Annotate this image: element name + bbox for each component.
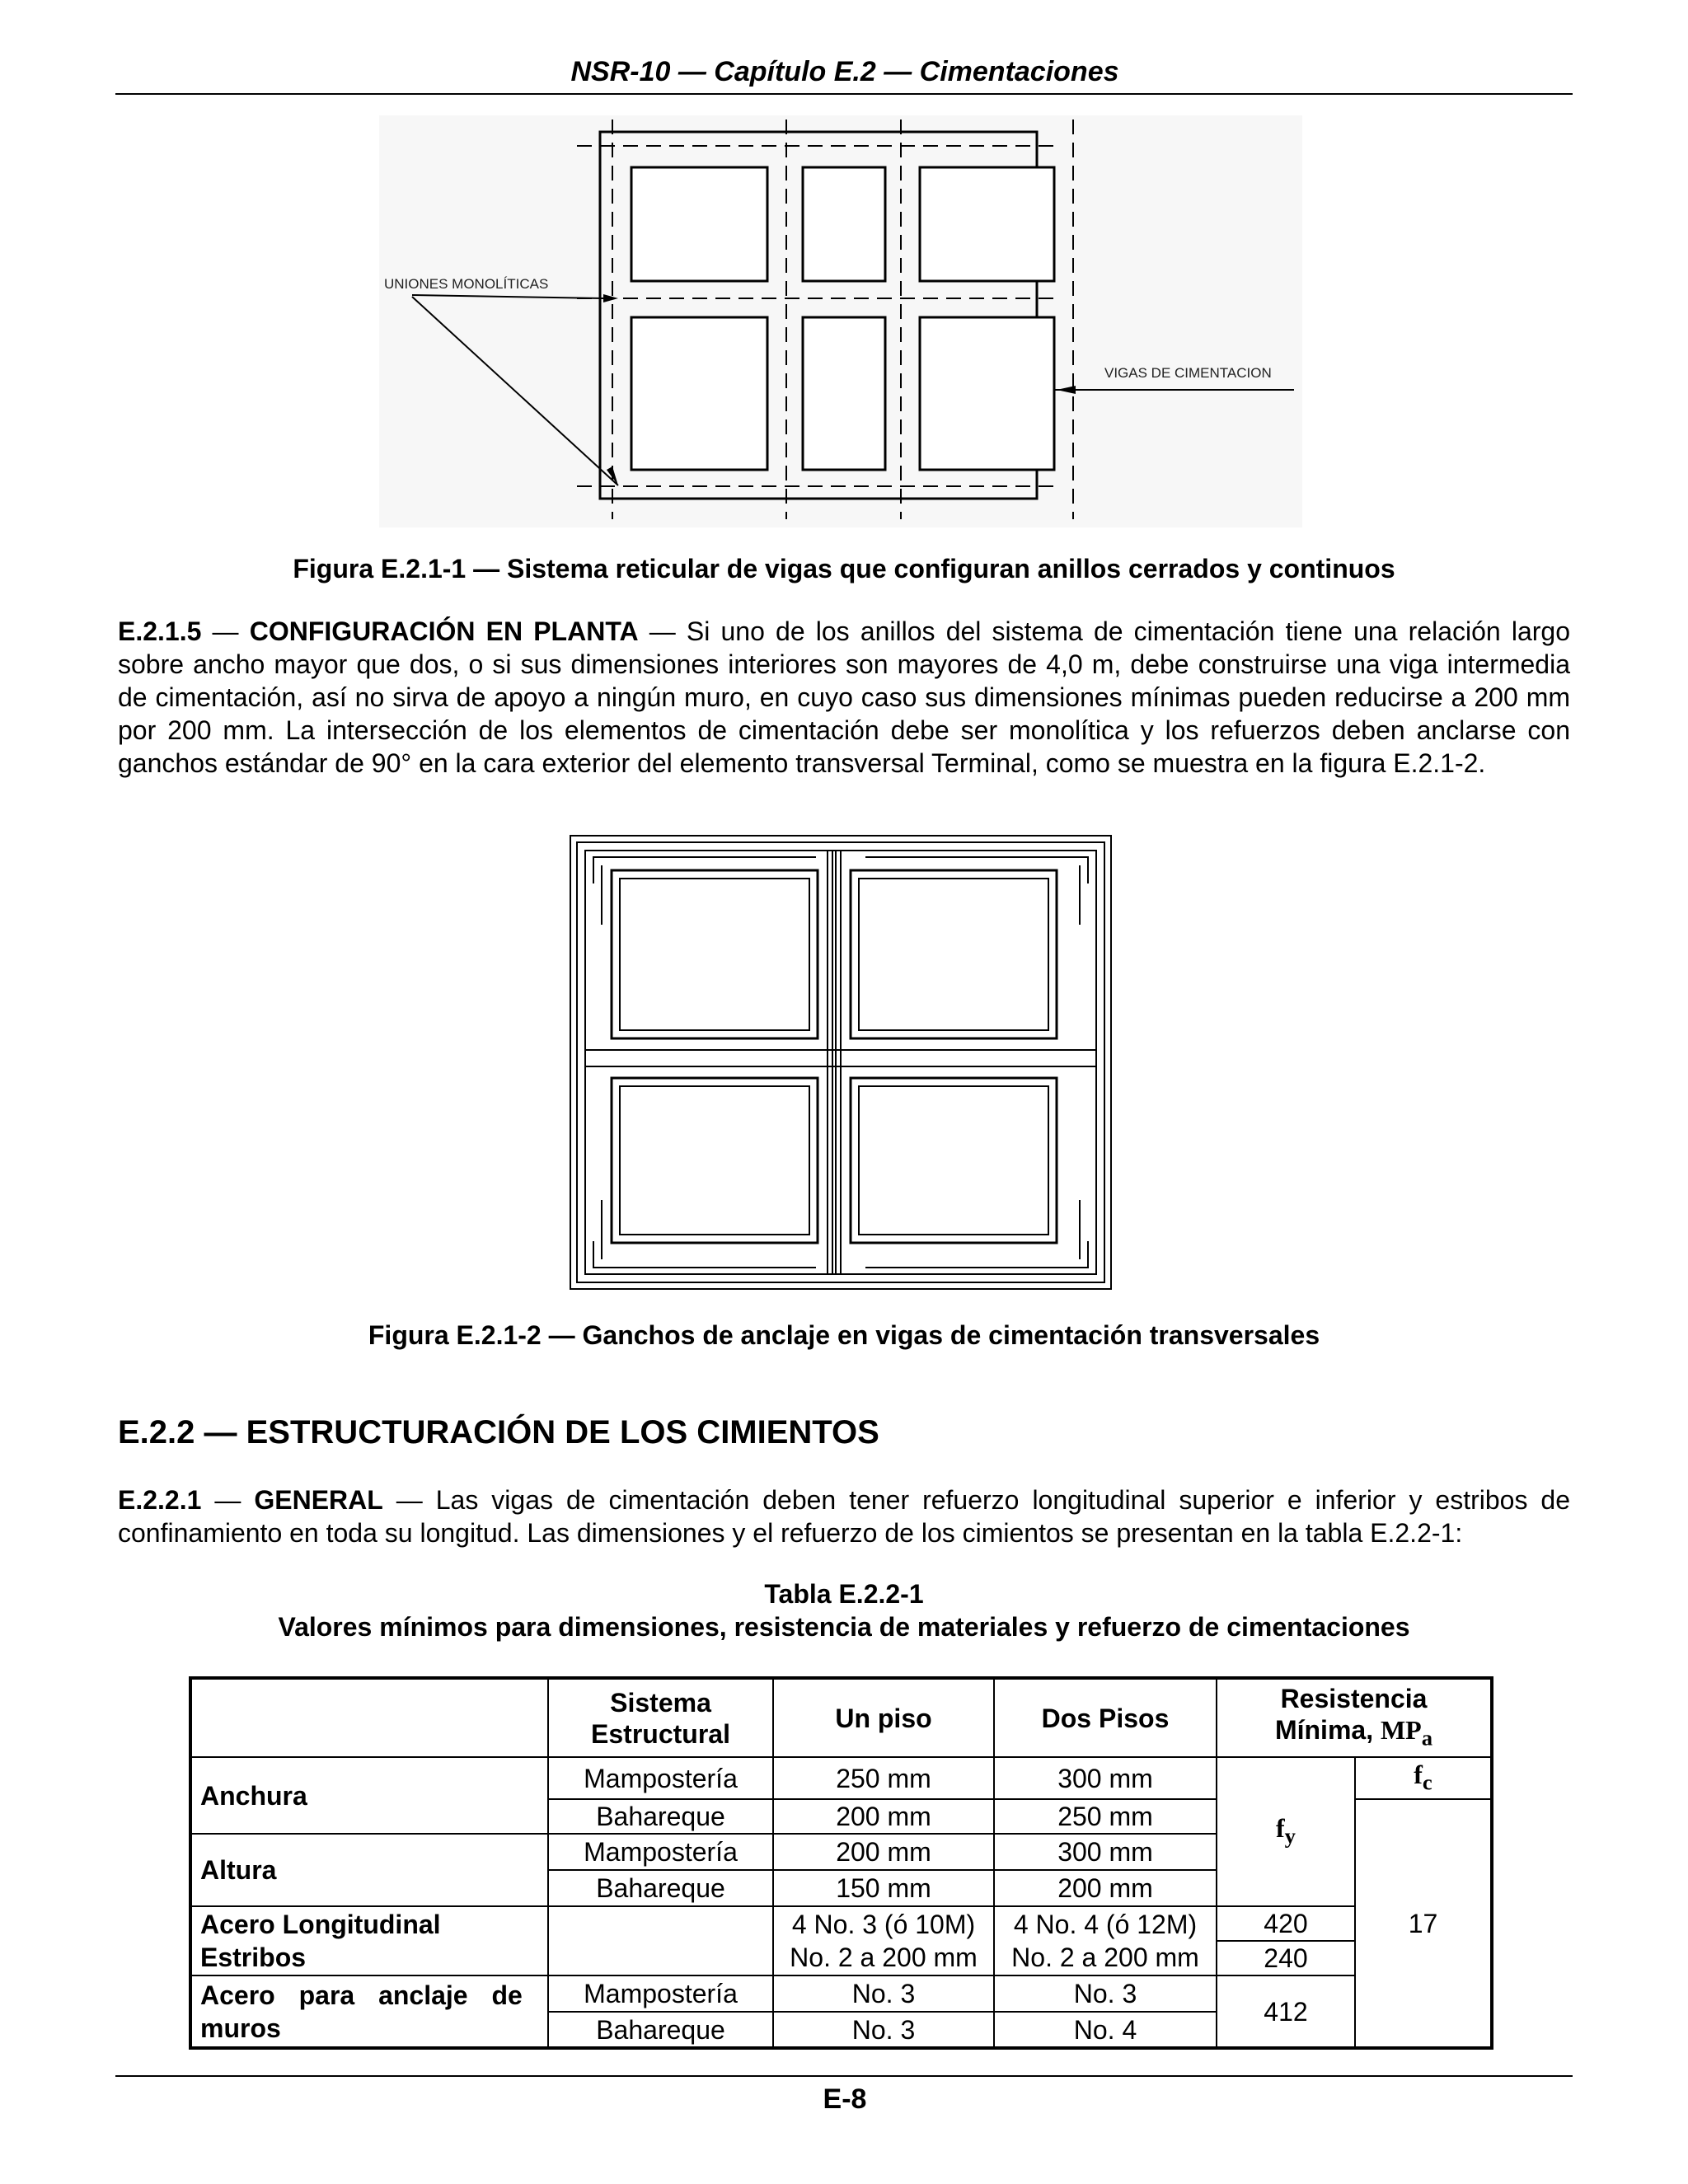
- cell: 250 mm: [773, 1757, 994, 1799]
- cell: 300 mm: [994, 1834, 1217, 1870]
- cell: 4 No. 4 (ó 12M) No. 2 a 200 mm: [994, 1906, 1217, 1975]
- figure-e211-1: [379, 115, 1302, 527]
- label-uniones-monoliticas: UNIONES MONOLÍTICAS: [384, 276, 549, 292]
- section-heading: CONFIGURACIÓN EN PLANTA: [249, 616, 639, 646]
- header-un-piso: Un piso: [773, 1678, 994, 1757]
- cell: Mampostería: [548, 1834, 773, 1870]
- paragraph-text: Las vigas de cimentación deben tener refuerzo longitudinal superior e inferior y estribos de confinamiento en toda su longitud. Las dimensiones y el refuerzo de los cimientos se presentan en la tabla E.2.2-1:: [118, 1485, 1571, 1548]
- footer-rule: [115, 2075, 1573, 2077]
- table-title: Tabla E.2.2-1: [764, 1579, 924, 1609]
- header-resistencia: Resistencia Mínima, $MP_a$: [1217, 1678, 1492, 1757]
- figure-e211-2: [569, 834, 1113, 1291]
- label-vigas-de-cimentacion: VIGAS DE CIMENTACION: [1104, 365, 1272, 381]
- header-rule: [115, 93, 1573, 95]
- section-heading: GENERAL: [254, 1485, 383, 1515]
- header-fc: $f_c$: [1355, 1757, 1492, 1799]
- page-header: NSR-10 — Capítulo E.2 — Cimentaciones: [570, 56, 1119, 87]
- row-label-anchura: Anchura: [190, 1757, 548, 1834]
- cell: Mampostería: [548, 1975, 773, 2012]
- cell: 150 mm: [773, 1870, 994, 1906]
- cell: No. 3: [773, 2012, 994, 2048]
- section-number: E.2.1.5: [118, 616, 202, 646]
- header-dos-pisos: Dos Pisos: [994, 1678, 1217, 1757]
- paragraph-e215: E.2.1.5 — CONFIGURACIÓN EN PLANTA — Si uno de los anillos del sistema de cimentación tiene una relación largo sobre ancho mayor que dos, o si sus dimensiones interiores son mayores de 4,0 m, debe construirse una viga intermedia de cimentación, así no sirva de apoyo a ningún muro, en cuyo caso sus dimensiones mínimas pueden reducirse a 200 mm por 200 mm. La intersección de los elementos de cimentación debe ser monolítica y los refuerzos deben anclarse con ganchos estándar de 90° en la cara exterior del elemento transversal Terminal, como se muestra en la figura E.2.1-2.: [118, 616, 1571, 778]
- cell: 4 No. 3 (ó 10M) No. 2 a 200 mm: [773, 1906, 994, 1975]
- table-corner: [190, 1678, 548, 1757]
- cell: No. 3: [994, 1975, 1217, 2012]
- paragraph-text: Si uno de los anillos del sistema de cimentación tiene una relación largo sobre ancho mayor que dos, o si sus dimensiones interiores son mayores de 4,0 m, debe construirse una viga intermedia de cimentación, así no sirva de apoyo a ningún muro, en cuyo caso sus dimensiones mínimas pueden reducirse a 200 mm por 200 mm. La intersección de los elementos de cimentación debe ser monolítica y los refuerzos deben anclarse con ganchos estándar de 90° en la cara exterior del elemento transversal Terminal, como se muestra en la figura E.2.1-2.: [118, 616, 1571, 778]
- section-e22-title: E.2.2 — ESTRUCTURACIÓN DE LOS CIMIENTOS: [118, 1414, 879, 1451]
- cell-empty: [548, 1906, 773, 1975]
- cell: Bahareque: [548, 1799, 773, 1834]
- table-subtitle: Valores mínimos para dimensiones, resistencia de materiales y refuerzo de cimentaciones: [278, 1612, 1410, 1642]
- cell: Bahareque: [548, 2012, 773, 2048]
- cell: No. 4: [994, 2012, 1217, 2048]
- cell: Mampostería: [548, 1757, 773, 1799]
- header-sistema: Sistema Estructural: [548, 1678, 773, 1757]
- row-label-anclaje: Acero para anclaje de muros: [190, 1975, 548, 2048]
- table-e222-1: [189, 1676, 1493, 2050]
- cell: 420: [1217, 1906, 1355, 1941]
- figure-1-caption: Figura E.2.1-1 — Sistema reticular de vigas que configuran anillos cerrados y continuos: [293, 554, 1395, 583]
- page-number: E-8: [823, 2083, 867, 2115]
- cell: 200 mm: [773, 1799, 994, 1834]
- cell: 200 mm: [994, 1870, 1217, 1906]
- section-number: E.2.2.1: [118, 1485, 202, 1515]
- cell: 412: [1217, 1975, 1355, 2048]
- header-fy: $f_y$: [1217, 1757, 1355, 1906]
- cell-fc-value: 17: [1355, 1799, 1492, 2048]
- cell: No. 3: [773, 1975, 994, 2012]
- paragraph-e221: E.2.2.1 — GENERAL — Las vigas de cimentación deben tener refuerzo longitudinal superior e inferior y estribos de confinamiento en toda su longitud. Las dimensiones y el refuerzo de los cimientos se presentan en la tabla E.2.2-1:: [118, 1485, 1571, 1548]
- figure-2-caption: Figura E.2.1-2 — Ganchos de anclaje en vigas de cimentación transversales: [368, 1320, 1320, 1350]
- row-label-altura: Altura: [190, 1834, 548, 1906]
- row-label-acero: Acero Longitudinal Estribos: [190, 1906, 548, 1975]
- cell: Bahareque: [548, 1870, 773, 1906]
- cell: 200 mm: [773, 1834, 994, 1870]
- cell: 240: [1217, 1941, 1355, 1975]
- cell: 300 mm: [994, 1757, 1217, 1799]
- cell: 250 mm: [994, 1799, 1217, 1834]
